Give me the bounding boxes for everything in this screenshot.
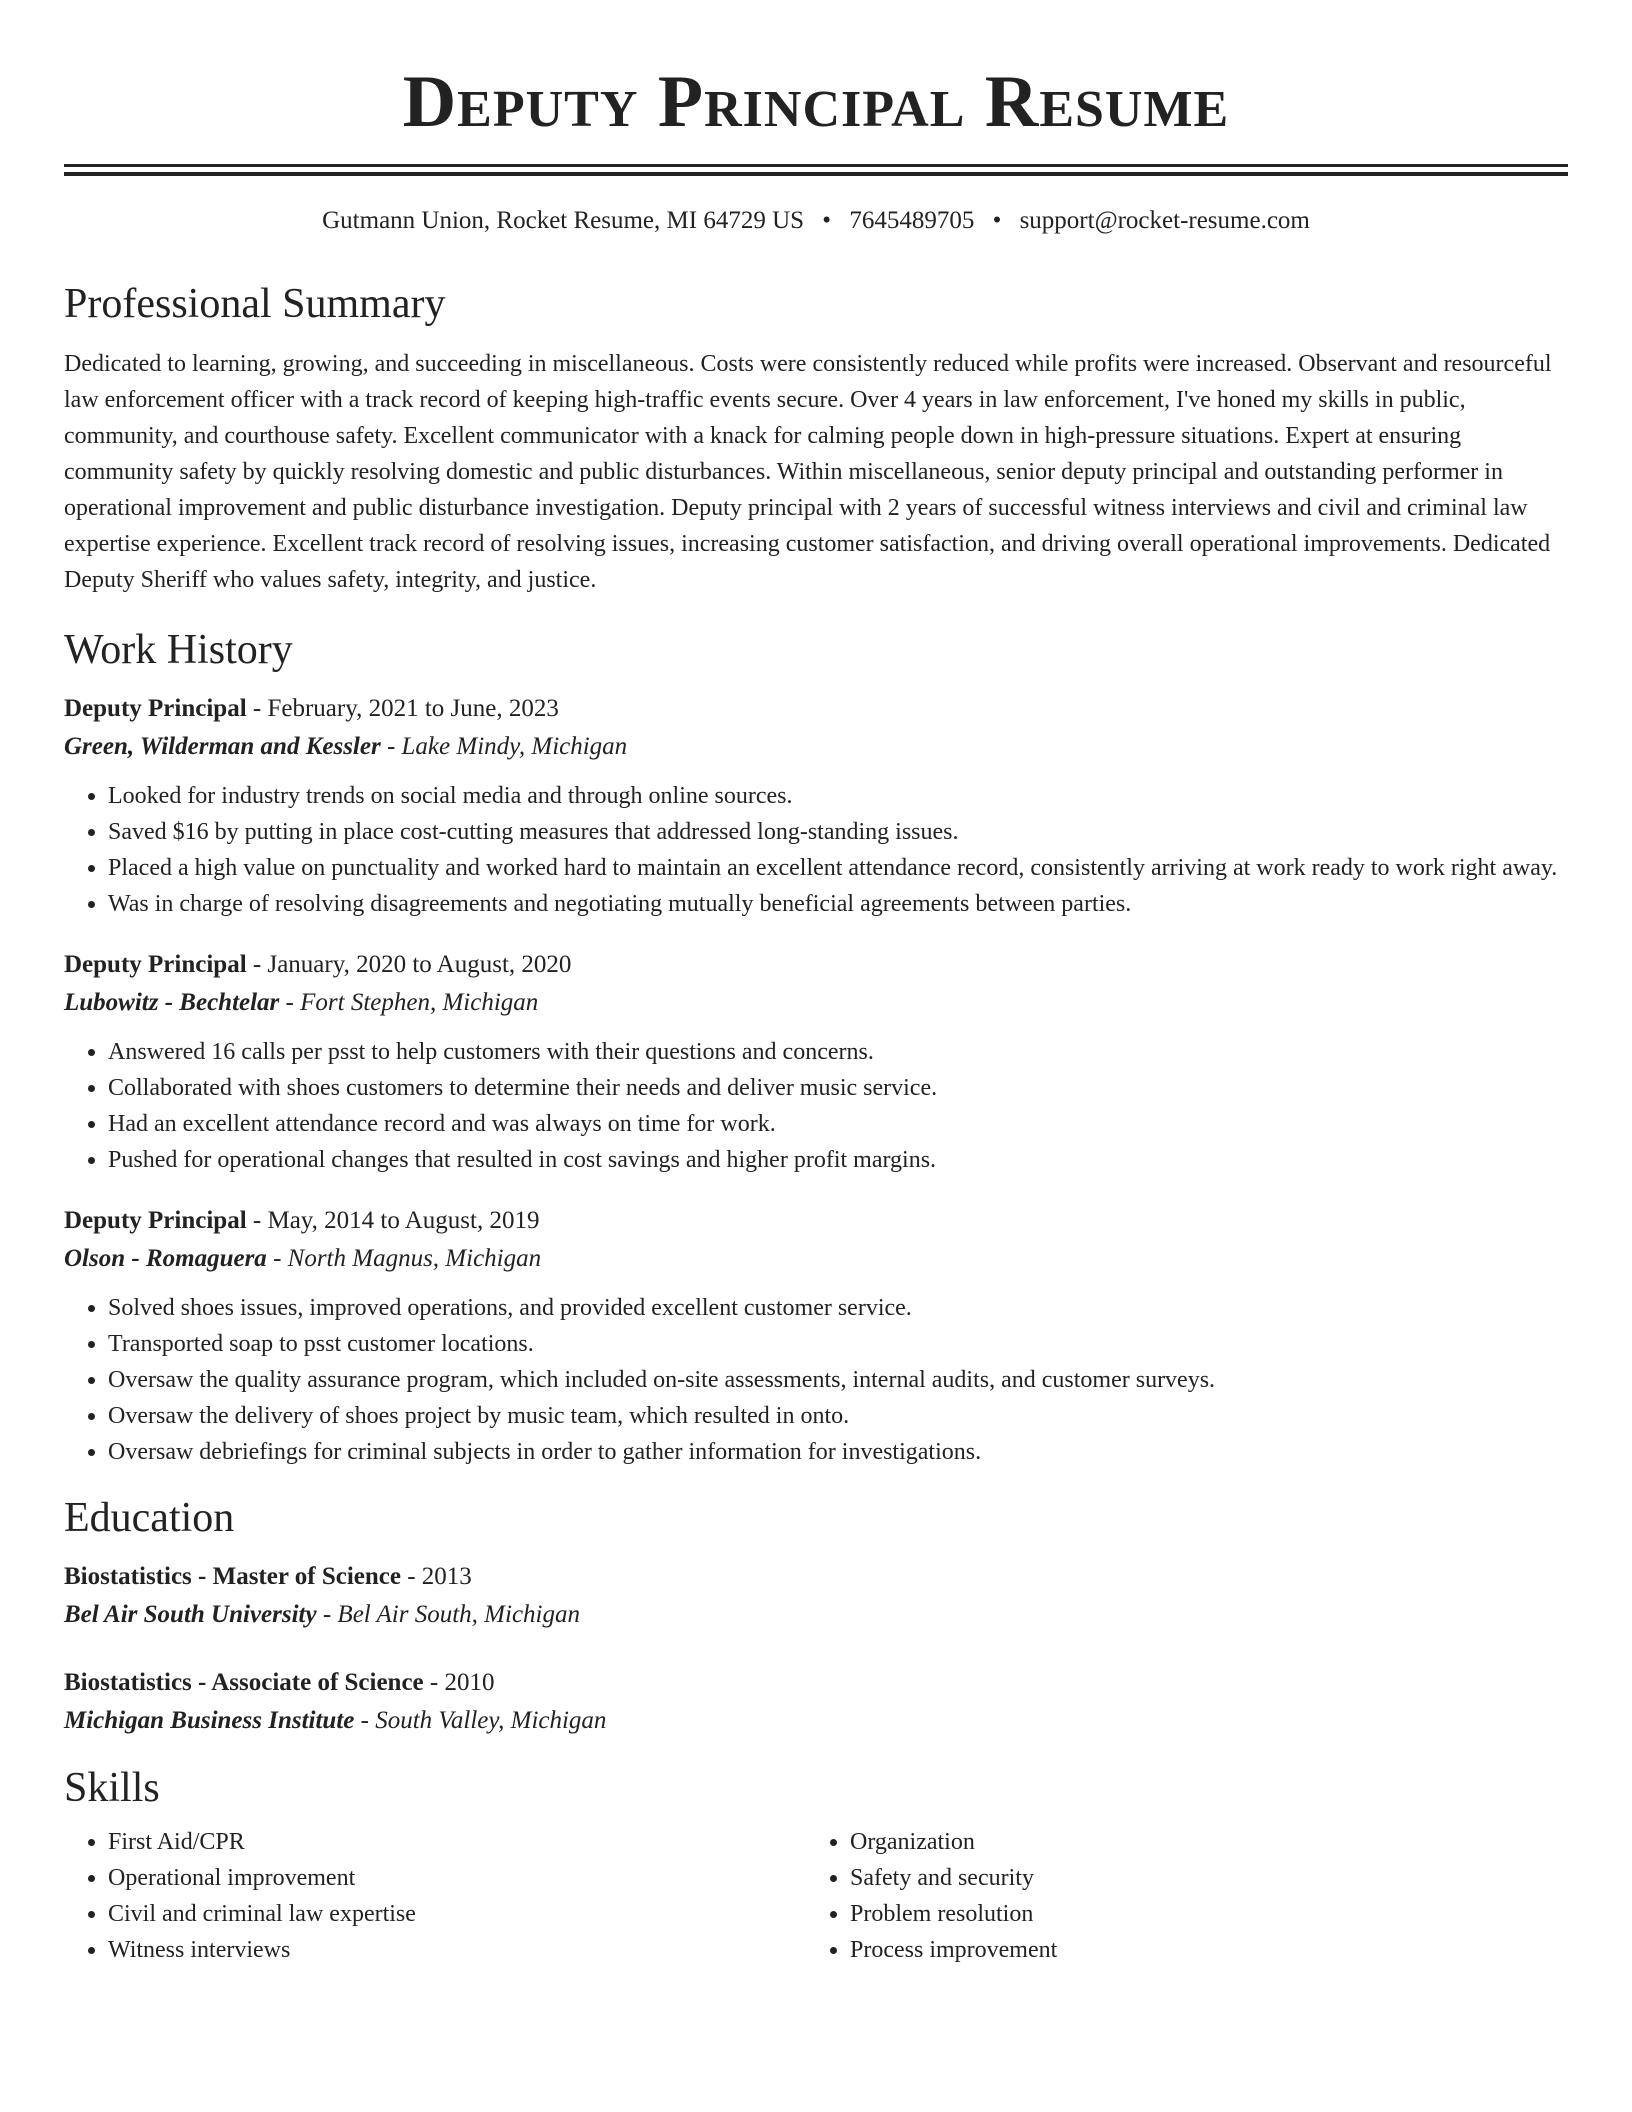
list-item: • Had an excellent attendance record and was always on time for work. [108, 1106, 1568, 1142]
skills-grid [64, 1824, 1568, 1968]
job-dates: - January, 2020 to August, 2020 [246, 951, 572, 978]
job-dates: - May, 2014 to August, 2019 [246, 1207, 540, 1234]
list-item: • Collaborated with shoes customers to determine their needs and deliver music service. [108, 1070, 1568, 1106]
job-dates: - February, 2021 to June, 2023 [246, 695, 559, 722]
skill-item: • Witness interviews [108, 1932, 806, 1968]
school-location: - Bel Air South, Michigan [316, 1601, 580, 1628]
school-location: - South Valley, Michigan [354, 1707, 607, 1734]
skills-column-right [806, 1824, 1548, 1968]
education-entry [64, 1664, 1568, 1740]
degree-year: - 2010 [423, 1669, 495, 1696]
company-name: Green, Wilderman and Kessler [64, 733, 381, 760]
list-item: • Oversaw the delivery of shoes project by music team, which resulted in onto. [108, 1398, 1568, 1434]
school-name: Michigan Business Institute [64, 1707, 355, 1734]
job-entry [64, 690, 1568, 922]
job-bullets [64, 1290, 1568, 1470]
list-item: • Oversaw the quality assurance program, which included on-site assessments, internal audits, and customer surveys. [108, 1362, 1568, 1398]
company-location: - North Magnus, Michigan [266, 1245, 542, 1272]
job-entry [64, 946, 1568, 1178]
skill-item: • Organization [850, 1824, 1548, 1860]
list-item: • Was in charge of resolving disagreements and negotiating mutually beneficial agreements between parties. [108, 886, 1568, 922]
contact-address: Gutmann Union, Rocket Resume, MI 64729 US [322, 207, 805, 234]
skills-list [806, 1824, 1548, 1968]
company-location: - Lake Mindy, Michigan [380, 733, 628, 760]
job-title: Deputy Principal [64, 1207, 247, 1234]
job-bullets [64, 778, 1568, 922]
page-title: Deputy Principal Resume [402, 61, 1230, 143]
skill-item: • Process improvement [850, 1932, 1548, 1968]
summary-heading: Professional Summary [64, 281, 446, 327]
school-name: Bel Air South University [64, 1601, 317, 1628]
education-heading: Education [64, 1495, 235, 1541]
degree-name: Biostatistics - Associate of Science [64, 1669, 424, 1696]
resume-page [64, 0, 1568, 1968]
list-item: • Solved shoes issues, improved operations, and provided excellent customer service. [108, 1290, 1568, 1326]
degree-line [64, 1558, 1568, 1596]
education-entry [64, 1558, 1568, 1634]
skill-item: • Civil and criminal law expertise [108, 1896, 806, 1932]
company-location: - Fort Stephen, Michigan [279, 989, 539, 1016]
list-item: • Pushed for operational changes that resulted in cost savings and higher profit margins. [108, 1142, 1568, 1178]
company-line [64, 1240, 1568, 1278]
summary-text: Dedicated to learning, growing, and succeeding in miscellaneous. Costs were consistently reduced while profits were increased. Observant and resourceful law enforcement officer with a track record of keeping high-traffic events secure. Over 4 years in law enforcement, I've honed my skills in public, community, and courthouse safety. Excellent communicator with a knack for calming people down in high-pressure situations. Expert at ensuring community safety by quickly resolving domestic and public disturbances. Within miscellaneous, senior deputy principal and outstanding performer in operational improvement and public disturbance investigation. Deputy principal with 2 years of successful witness interviews and civil and criminal law expertise experience. Excellent track record of resolving issues, increasing customer satisfaction, and driving overall operational improvements. Dedicated Deputy Sheriff who values safety, integrity, and justice. [64, 351, 1552, 593]
job-title: Deputy Principal [64, 695, 247, 722]
job-title-line [64, 1202, 1568, 1240]
skill-item: • First Aid/CPR [108, 1824, 806, 1860]
job-bullets [64, 1034, 1568, 1178]
list-item: • Saved $16 by putting in place cost-cutting measures that addressed long-standing issues. [108, 814, 1568, 850]
list-item: • Oversaw debriefings for criminal subjects in order to gather information for investigations. [108, 1434, 1568, 1470]
contact-separator: • [822, 207, 832, 234]
skill-item: • Problem resolution [850, 1896, 1548, 1932]
company-name: Olson - Romaguera [64, 1245, 267, 1272]
work-history-heading: Work History [64, 627, 293, 673]
contact-email: support@rocket-resume.com [1019, 207, 1310, 234]
job-title-line [64, 946, 1568, 984]
job-entry [64, 1202, 1568, 1470]
degree-year: - 2013 [400, 1563, 472, 1590]
contact-phone: 7645489705 [849, 207, 975, 234]
list-item: • Placed a high value on punctuality and worked hard to maintain an excellent attendance record, consistently arriving at work ready to work right away. [108, 850, 1568, 886]
school-line [64, 1702, 1568, 1740]
job-title-line [64, 690, 1568, 728]
list-item: • Answered 16 calls per psst to help customers with their questions and concerns. [108, 1034, 1568, 1070]
skills-list [64, 1824, 806, 1968]
degree-name: Biostatistics - Master of Science [64, 1563, 401, 1590]
job-title: Deputy Principal [64, 951, 247, 978]
skills-column-left [64, 1824, 806, 1968]
contact-separator: • [992, 207, 1002, 234]
skills-heading: Skills [64, 1765, 160, 1811]
company-line [64, 728, 1568, 766]
company-name: Lubowitz - Bechtelar [64, 989, 280, 1016]
skill-item: • Safety and security [850, 1860, 1548, 1896]
skill-item: • Operational improvement [108, 1860, 806, 1896]
company-line [64, 984, 1568, 1022]
list-item: • Looked for industry trends on social media and through online sources. [108, 778, 1568, 814]
list-item: • Transported soap to psst customer locations. [108, 1326, 1568, 1362]
degree-line [64, 1664, 1568, 1702]
contact-line [64, 204, 1568, 238]
school-line [64, 1596, 1568, 1634]
title-divider [64, 164, 1568, 176]
